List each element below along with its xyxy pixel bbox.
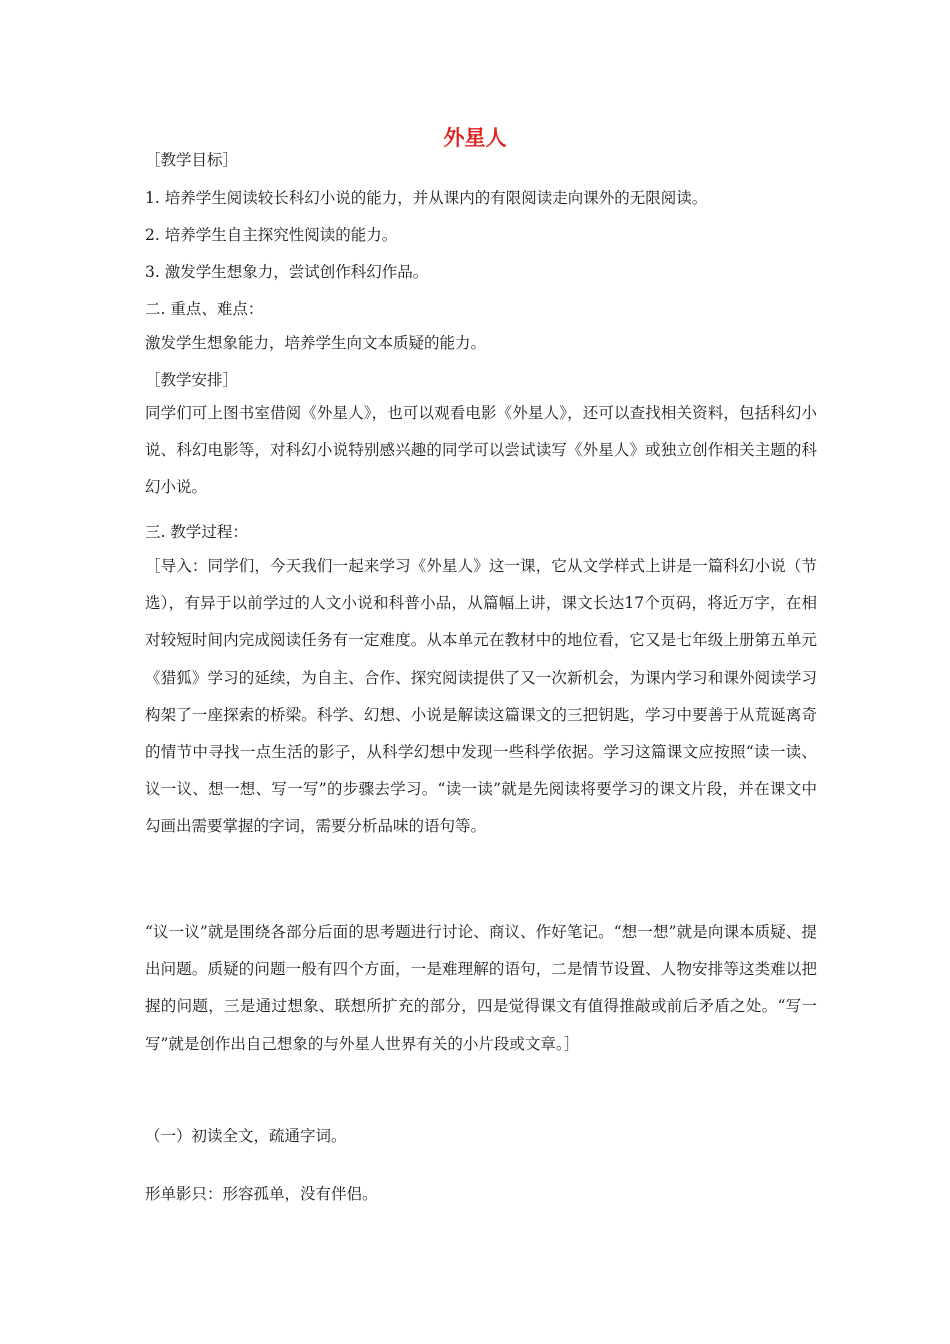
intro-paragraph: ［导入：同学们，今天我们一起来学习《外星人》这一课，它从文学样式上讲是一篇科幻小说（节选），有异于以前学过的人文小说和科普小品，从篇幅上讲，课文长达17个页码，将近万字，在相对较短时间内完成阅读任务有一定难度。从本单元在教材中的地位看，它又是七年级上册第五单元《猎狐》学习的延续，为自主、合作、探究阅读提供了又一次新机会，为课内学习和课外阅读学习构架了一座探索的桥梁。科学、幻想、小说是解读这篇课文的三把钥匙，学习中要善于从荒诞离奇的情节中寻找一点生活的影子，从科学幻想中发现一些科学依据。学习这篇课文应按照“读一读、议一议、想一想、写一写”的步骤去学习。“读一读”就是先阅读将要学习的课文片段，并在课文中勾画出需要掌握的字词，需要分析品味的语句等。: [145, 557, 817, 836]
goal-item-1: 1. 培养学生阅读较长科幻小说的能力，并从课内的有限阅读走向课外的无限阅读。: [145, 189, 708, 207]
heading-key-points: 二. 重点、难点：: [145, 300, 264, 318]
goal-item-3: 3. 激发学生想象力，尝试创作科幻作品。: [145, 263, 429, 281]
heading-teaching-goals: ［教学目标］: [145, 151, 239, 169]
document-title: 外星人: [443, 126, 507, 150]
goal-item-2: 2. 培养学生自主探究性阅读的能力。: [145, 226, 398, 244]
vocab-entry-1: 形单影只：形容孤单，没有伴侣。: [145, 1185, 378, 1203]
section-heading-1: （一）初读全文，疏通字词。: [145, 1127, 347, 1145]
key-points-text: 激发学生想象能力，培养学生向文本质疑的能力。: [145, 334, 487, 352]
discussion-paragraph: “议一议”就是围绕各部分后面的思考题进行讨论、商议、作好笔记。“想一想”就是向课本质疑、提出问题。质疑的问题一般有四个方面，一是难理解的语句，二是情节设置、人物安排等这类难以把握的问题，三是通过想象、联想所扩充的部分，四是觉得课文有值得推敲或前后矛盾之处。“写一写”就是创作出自己想象的与外星人世界有关的小片段或文章。］: [145, 923, 817, 1053]
arrangement-paragraph: 同学们可上图书室借阅《外星人》，也可以观看电影《外星人》，还可以查找相关资料，包括科幻小说、科幻电影等，对科幻小说特别感兴趣的同学可以尝试读写《外星人》或独立创作相关主题的科幻小说。: [145, 404, 817, 497]
heading-teaching-arrangement: ［教学安排］: [145, 371, 239, 389]
heading-teaching-process: 三. 教学过程：: [145, 523, 248, 541]
